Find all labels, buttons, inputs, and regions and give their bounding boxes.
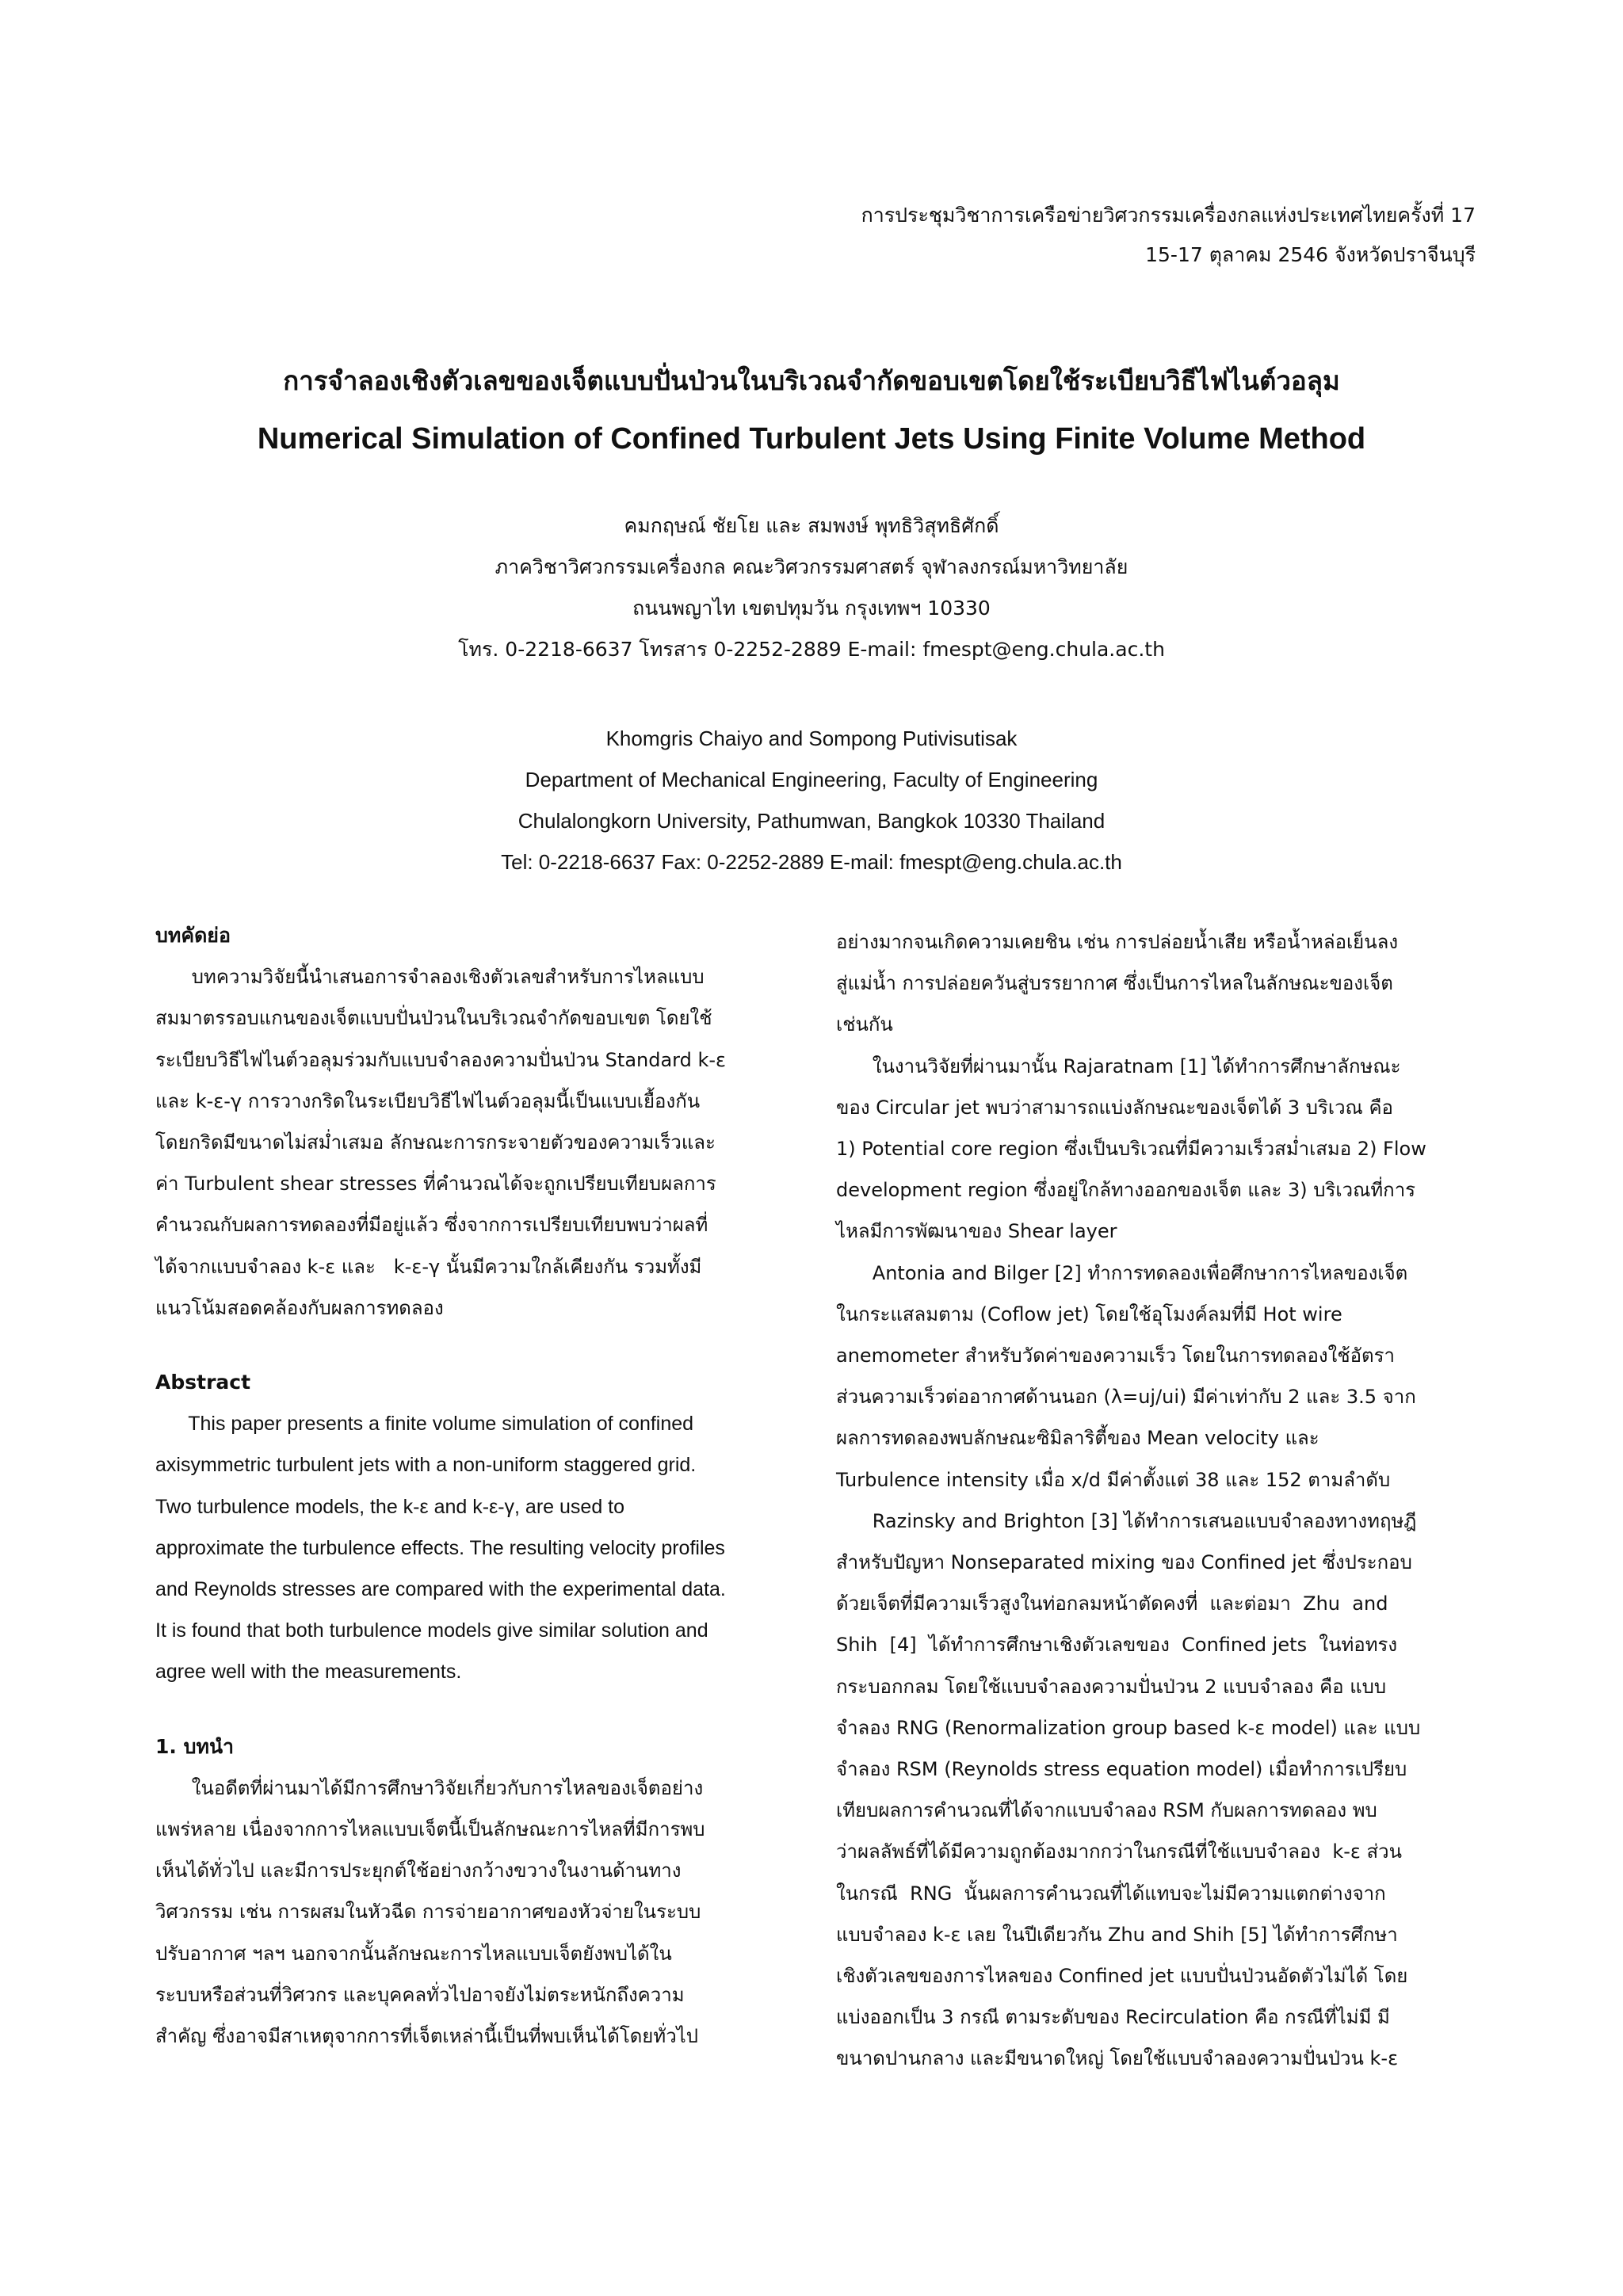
introduction-body [155, 1768, 796, 2057]
text-line: ผลการทดลองพบลักษณะซิมิลาริตี้ของ Mean velocity และ [836, 1427, 1319, 1450]
author-address: ถนนพญาไท เขตปทุมวัน กรุงเทพฯ 10330 [632, 597, 991, 620]
text-line: Razinsky and Brighton [3] ได้ทำการเสนอแบบจำลองทางทฤษฎี [836, 1509, 1417, 1532]
text-line: สำหรับปัญหา Nonseparated mixing ของ Confined jet ซึ่งประกอบ [836, 1551, 1412, 1574]
text-line: อย่างมากจนเกิดความเคยชิน เช่น การปล่อยน้ำเสีย หรือน้ำหล่อเย็นลง [836, 931, 1399, 953]
text-line: and Reynolds stresses are compared with the experimental data. [155, 1578, 726, 1601]
text-line: สมมาตรรอบแกนของเจ็ตแบบปั่นป่วนในบริเวณจำกัดขอบเขต โดยใช้ [155, 1007, 712, 1030]
abstract-thai-heading: บทคัดย่อ [155, 924, 231, 947]
text-line: ระเบียบวิธีไฟไนต์วอลุมร่วมกับแบบจำลองความปั่นป่วน Standard k-ε [155, 1048, 727, 1071]
abstract-thai-body [155, 956, 796, 1329]
text-line: ในอดีตที่ผ่านมาได้มีการศึกษาวิจัยเกี่ยวกับการไหลของเจ็ตอย่าง [155, 1776, 704, 1799]
author-block-thai [0, 505, 1623, 670]
text-line: ว่าผลลัพธ์ที่ได้มีความถูกต้องมากกว่าในกรณีที่ใช้แบบจำลอง k-ε ส่วน [836, 1840, 1403, 1863]
text-line: Antonia and Bilger [2] ทำการทดลองเพื่อศึกษาการไหลของเจ็ต [836, 1261, 1408, 1284]
author-department: Department of Mechanical Engineering, Faculty of Engineering [525, 768, 1098, 791]
text-line: วิศวกรรม เช่น การผสมในหัวฉีด การจ่ายอากาศของหัวจ่ายในระบบ [155, 1901, 701, 1924]
text-line: ได้จากแบบจำลอง k-ε และ k-ε-γ นั้นมีความใกล้เคียงกัน รวมทั้งมี [155, 1255, 702, 1278]
text-line: แพร่หลาย เนื่องจากการไหลแบบเจ็ตนี้เป็นลักษณะการไหลที่มีการพบ [155, 1818, 705, 1841]
text-line: แบบจำลอง k-ε เลย ในปีเดียวกัน Zhu and Shih [5] ได้ทำการศึกษา [836, 1923, 1398, 1946]
text-line: 1) Potential core region ซึ่งเป็นบริเวณที่มีความเร็วสม่ำเสมอ 2) Flow [836, 1138, 1426, 1161]
text-line: จำลอง RSM (Reynolds stress equation model) เมื่อทำการเปรียบ [836, 1758, 1407, 1781]
author-contact: โทร. 0-2218-6637 โทรสาร 0-2252-2889 E-mail: fmespt@eng.chula.ac.th [458, 638, 1165, 661]
left-column [155, 915, 796, 2057]
text-line: เช่นกัน [836, 1013, 893, 1036]
text-line: ปรับอากาศ ฯลฯ นอกจากนั้นลักษณะการไหลแบบเจ็ตยังพบได้ใน [155, 1942, 672, 1965]
text-line: เห็นได้ทั่วไป และมีการประยุกต์ใช้อย่างกว้างขวางในงานด้านทาง [155, 1859, 682, 1882]
text-line: Shih [4] ได้ทำการศึกษาเชิงตัวเลขของ Confined jets ในท่อทรง [836, 1634, 1398, 1657]
conference-name: การประชุมวิชาการเครือข่ายวิศวกรรมเครื่องกลแห่งประเทศไทยครั้งที่ 17 [861, 204, 1476, 227]
text-line: This paper presents a finite volume simulation of confined [155, 1413, 694, 1436]
author-block-english [0, 718, 1623, 883]
text-line: ด้วยเจ็ตที่มีความเร็วสูงในท่อกลมหน้าตัดคงที่ และต่อมา Zhu and [836, 1592, 1388, 1615]
author-contact: Tel: 0-2218-6637 Fax: 0-2252-2889 E-mail: fmespt@eng.chula.ac.th [501, 850, 1122, 874]
title-english: Numerical Simulation of Confined Turbulent Jets Using Finite Volume Method [257, 422, 1366, 456]
conference-date: 15-17 ตุลาคม 2546 จังหวัดปราจีนบุรี [1145, 243, 1476, 266]
text-line: คำนวณกับผลการทดลองที่มีอยู่แล้ว ซึ่งจากการเปรียบเทียบพบว่าผลที่ [155, 1214, 708, 1237]
abstract-heading: Abstract [155, 1371, 251, 1394]
conference-header [861, 196, 1476, 275]
author-names: Khomgris Chaiyo and Sompong Putivisutisak [605, 727, 1018, 750]
text-line: ไหลมีการพัฒนาของ Shear layer [836, 1220, 1117, 1243]
text-line: Two turbulence models, the k-ε and k-ε-γ, are used to [155, 1495, 625, 1518]
text-line: แบ่งออกเป็น 3 กรณี ตามระดับของ Recirculation คือ กรณีที่ไม่มี มี [836, 2006, 1390, 2029]
text-line: เทียบผลการคำนวณที่ได้จากแบบจำลอง RSM กับผลการทดลอง พบ [836, 1799, 1377, 1822]
author-names: คมกฤษณ์ ชัยโย และ สมพงษ์ พุทธิวิสุทธิศักดิ์ [624, 514, 999, 537]
text-line: บทความวิจัยนี้นำเสนอการจำลองเชิงตัวเลขสำหรับการไหลแบบ [155, 966, 705, 989]
text-line: แนวโน้มสอดคล้องกับผลการทดลอง [155, 1296, 444, 1319]
text-line: กระบอกกลม โดยใช้แบบจำลองความปั่นป่วน 2 แบบจำลอง คือ แบบ [836, 1675, 1387, 1698]
abstract-body [155, 1403, 796, 1692]
text-line: โดยกริดมีขนาดไม่สม่ำเสมอ ลักษณะการกระจายตัวของความเร็วและ [155, 1131, 716, 1154]
text-line: Turbulence intensity เมื่อ x/d มีค่าตั้งแต่ 38 และ 152 ตามลำดับ [836, 1468, 1391, 1491]
text-line: ของ Circular jet พบว่าสามารถแบ่งลักษณะของเจ็ตได้ 3 บริเวณ คือ [836, 1096, 1393, 1119]
text-line: สู่แม่น้ำ การปล่อยควันสู่บรรยากาศ ซึ่งเป็นการไหลในลักษณะของเจ็ต [836, 972, 1393, 995]
author-university: Chulalongkorn University, Pathumwan, Bangkok 10330 Thailand [517, 809, 1106, 833]
right-column [836, 921, 1480, 2080]
text-line: ขนาดปานกลาง และมีขนาดใหญ่ โดยใช้แบบจำลองความปั่นป่วน k-ε [836, 2047, 1399, 2070]
text-line: ส่วนความเร็วต่ออากาศด้านนอก (λ=uj/ui) มีค่าเท่ากับ 2 และ 3.5 จาก [836, 1386, 1416, 1409]
text-line: ในงานวิจัยที่ผ่านมานั้น Rajaratnam [1] ได้ทำการศึกษาลักษณะ [836, 1055, 1401, 1077]
text-line: axisymmetric turbulent jets with a non-uniform staggered grid. [155, 1454, 697, 1477]
text-line: ค่า Turbulent shear stresses ที่คำนวณได้จะถูกเปรียบเทียบผลการ [155, 1173, 716, 1196]
text-line: ในกรณี RNG นั้นผลการคำนวณที่ได้แทบจะไม่มีความแตกต่างจาก [836, 1882, 1386, 1905]
text-line: ระบบหรือส่วนที่วิศวกร และบุคคลทั่วไปอาจยังไม่ตระหนักถึงความ [155, 1983, 685, 2006]
text-line: และ k-ε-γ การวางกริดในระเบียบวิธีไฟไนต์วอลุมนี้เป็นแบบเยื้องกัน [155, 1089, 701, 1112]
text-line: จำลอง RNG (Renormalization group based k-ε model) และ แบบ [836, 1716, 1421, 1739]
text-line: It is found that both turbulence models give similar solution and [155, 1619, 708, 1642]
text-line: agree well with the measurements. [155, 1661, 462, 1684]
text-line: ในกระแสลมตาม (Coflow jet) โดยใช้อุโมงค์ลมที่มี Hot wire [836, 1302, 1342, 1325]
text-line: เชิงตัวเลขของการไหลของ Confined jet แบบปั่นป่วนอัดตัวไม่ได้ โดย [836, 1965, 1408, 1988]
text-line: anemometer สำหรับวัดค่าของความเร็ว โดยในการทดลองใช้อัตรา [836, 1344, 1395, 1367]
title-thai: การจำลองเชิงตัวเลขของเจ็ตแบบปั่นป่วนในบริเวณจำกัดขอบเขตโดยใช้ระเบียบวิธีไฟไนต์วอลุม [283, 365, 1340, 396]
author-department: ภาควิชาวิศวกรรมเครื่องกล คณะวิศวกรรมศาสตร์ จุฬาลงกรณ์มหาวิทยาลัย [495, 555, 1128, 578]
text-line: approximate the turbulence effects. The resulting velocity profiles [155, 1536, 725, 1559]
text-line: development region ซึ่งอยู่ใกล้ทางออกของเจ็ต และ 3) บริเวณที่การ [836, 1179, 1416, 1202]
introduction-heading: 1. บทนำ [155, 1734, 235, 1758]
text-line: สำคัญ ซึ่งอาจมีสาเหตุจากการที่เจ็ตเหล่านี้เป็นที่พบเห็นได้โดยทั่วไป [155, 2025, 698, 2048]
